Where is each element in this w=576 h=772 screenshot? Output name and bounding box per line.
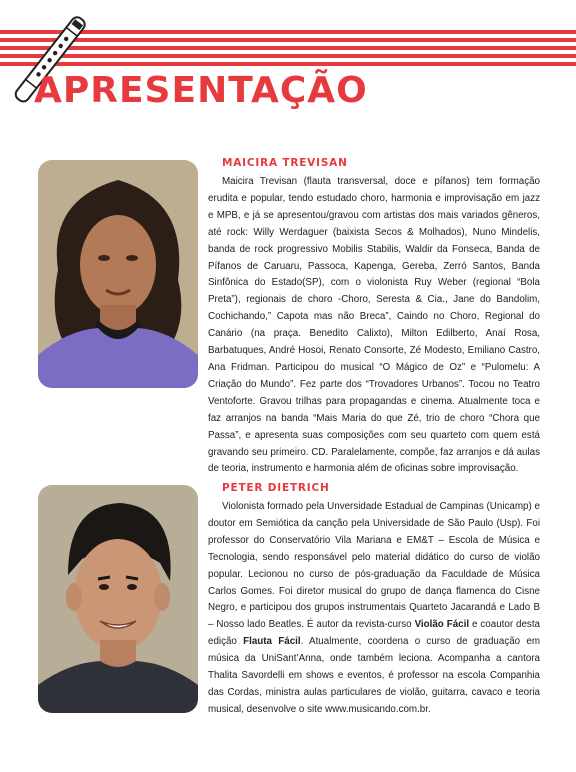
bio-text-peter: Violonista formado pela Unversidade Estadual de Campinas (Unicamp) e doutor em Semiótica da canção pela Universidade de São Paulo (Usp). Foi professor do Conservatório Vila Mariana e EM&T – Escola de Música e Tecnologia, sendo responsável pelo material didático do curso de violão popular. Lecionou no curso de pós-graduação da Faculdade de Música Carlos Gomes. Foi diretor musical do grupo de dança flamenca do Cisne Negro, e participou dos grupos instrumentais Quarteto Jacarandá e Lado B – Nosso lado Beatles. É autor da revista-curso Violão Fácil e coautor desta edição Flauta Fácil. Atualmente, coordena o curso de graduação em música da UniSant’Anna, onde também leciona. Acompanha a cantora Thalita Savordelli em shows e eventos, é professor na escola Companhia das Cordas, ministra aulas particulares de violão, guitarra, cavaco e teoria musical, desenvolve o site www.musicando.com.br. [208, 501, 540, 715]
photo-peter-dietrich [38, 485, 198, 713]
bio-name-maicira: MAICIRA TREVISAN [222, 157, 348, 169]
bold-violao-facil: Violão Fácil [414, 619, 470, 631]
photo-maicira-trevisan [38, 160, 198, 388]
bold-flauta-facil: Flauta Fácil [243, 636, 301, 648]
bio-name-peter: PETER DIETRICH [222, 482, 330, 494]
bio-text-maicira: Maicira Trevisan (flauta transversal, doce e pífanos) tem formação erudita e popular, tendo estudado choro, harmonia e improvisação em jazz e MPB, e já se apresentou/gravou com artistas dos mais variados gêneros, até rock: Willy Werdaguer (baixista Secos & Molhados), Nuno Mindelis, banda de rock progressivo Mobilis Stabilis, Waldir da Fonseca, Banda de Pífanos de Caruaru, Passoca, Kapenga, Gereba, Zerró Santos, Banda Sinfônica do Estado(SP), com o violonista Ruy Weber (regional “Bola Preta”), regionais de choro -Choro, Seresta & Cia., Jane do Bandolim, Cochichando,” Capota mas não Breca”, Caindo no Choro, Regional do Canário (na praça. Benedito Calixto), Milton Edilberto, Anaí Rosa, Barbatuques, André Hosoi, Renato Consorte, Zé Modesto, Emiliano Castro, Ana Fridman. Participou do musical “O Mágico de Oz” e “Pulomelu: A Criação do Mundo”. Fez parte dos “Trovadores Urbanos”. Tocou no Teatro Ventoforte. Gravou trilhas para propagandas e cinema. Atualmente toca e faz arranjos na banda “Mais Maria do que Zé, trio de choro “Chora que Passa”, e apresenta suas composições com seu quarteto com quem está gravando seu primeiro. CD. Paralelamente, compõe, faz arranjos e dá aulas de teoria, instrumento e harmonia além de oficinas sobre improvisação. [208, 176, 540, 475]
page-title: APRESENTAÇÃO [34, 70, 368, 111]
